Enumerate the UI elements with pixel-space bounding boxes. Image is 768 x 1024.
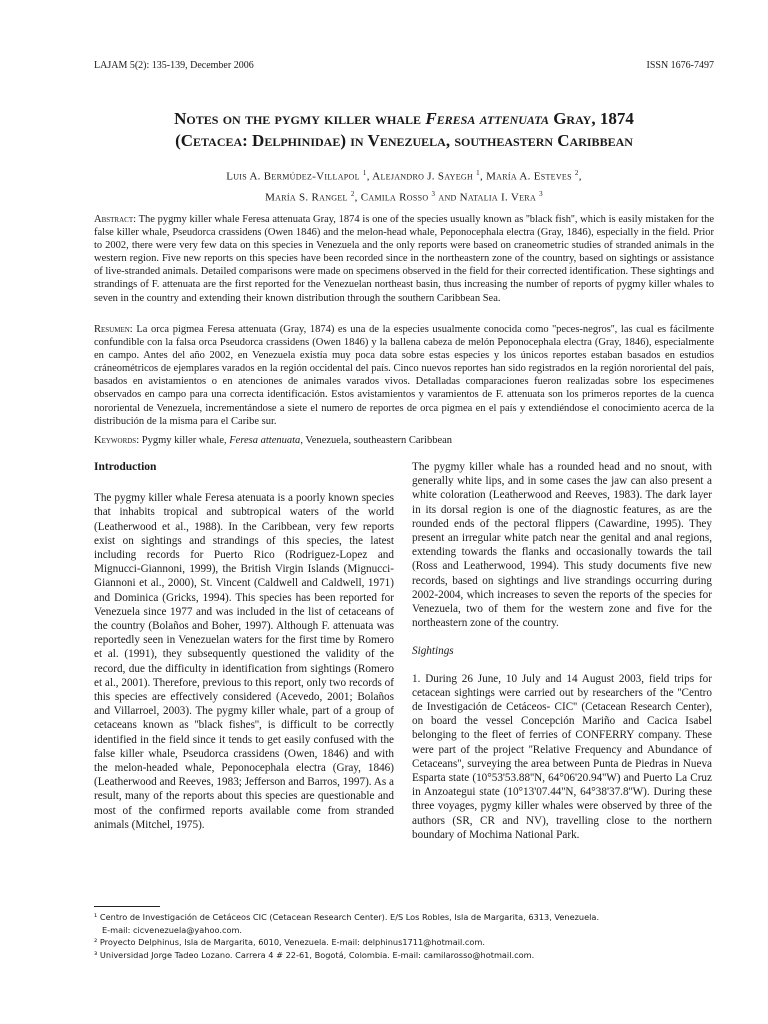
author-affiliation: 3 xyxy=(539,189,543,198)
author-affiliation: 2 xyxy=(574,169,579,177)
author-affiliation: 2 xyxy=(350,189,355,198)
title-line-2: (Cetacea: Delphinidae) in Venezuela, southeastern Caribbean xyxy=(175,131,633,150)
footnote-1-email: E-mail: cicvenezuela@yahoo.com. xyxy=(102,924,243,935)
keywords xyxy=(94,434,714,447)
author-conjunction: and xyxy=(438,191,457,204)
sightings-paragraph: 1. During 26 June, 10 July and 14 August 2003, field trips for cetacean sightings were carried out by researchers of the ''Centro de Investigación de Cetáceos- CIC'' (Cetacean Research Center), on board the vessel Concepción Mariño and Cacica Isabel belonging to the fleet of ferries of CONFERRY company. These were part of the project ''Relative Frequency and Abundance of Cetaceans'', surveying the area between Punta de Piedras in Nueva Esparta state (10°53'53.88''N, 64°06'20.94''W) and Puerto La Cruz in Anzoategui state (10°13'07.44''N, 64°38'37.8''W). During these three voyages, pygmy killer whales were observed by three of the authors (SR, CR and NV), travelling close to the northern boundary of Mochima National Park. xyxy=(412,672,712,841)
keywords-label: Keywords: xyxy=(94,435,140,446)
introduction-paragraph: The pygmy killer whale Feresa atenuata is a poorly known species that inhabits tropical and subtropical waters of the world (Leatherwood et al., 1988). In the Caribbean, very few reports exist on sightings and strandings of this species, the latest including records for Puerto Rico (Rodriguez-Lopez and Mignucci-Giannoni, 1999), the British Virgin Islands (Mignucci-Giannoni et al., 2000), St. Vincent (Caldwell and Caldwell, 1971) and Dominica (Gricks, 1994). This species has been reported for Venezuela since 1977 and was included in the list of cetaceans of the country (Bolaños and Boher, 1997). Although F. attenuata was reportedly seen in Venezuelan waters for the first time by Romero et al. (1991), they subsequently questioned the validity of the record, due the difficulty in identification from sightings (Romero et al., 2001). Therefore, previous to this report, only two records of this species are effectively considered (Acevedo, 2001; Bolaños and Villarroel, 2003). The pygmy killer whale, part of a group of cetaceans known as ''black fishes'', is difficult to be correctly identified in the field since it tends to get easily confused with the false killer whale, Pseudorca crassidens (Owen, 1846) and with the melon-headed whale, Peponocephala electra (Gray, 1846) (Leatherwood and Reeves, 1983; Jefferson and Barros, 1997). As a result, many of the reports about this species are questionable and most of the confirmed reports available come from stranded animals (Mitchel, 1975). xyxy=(94,492,394,831)
issn: ISSN 1676-7497 xyxy=(646,60,714,71)
resumen xyxy=(94,323,714,428)
author-affiliation: 1 xyxy=(362,169,367,177)
right-column xyxy=(412,460,712,842)
resumen-label: Resumen: xyxy=(94,324,133,335)
footnote-1: ¹ Centro de Investigación de Cetáceos CIC (Cetacean Research Center). E/S Los Robles, Isla de Margarita, 6313, Venezuela. xyxy=(94,912,600,922)
keywords-text: , Venezuela, southeastern Caribbean xyxy=(300,435,453,446)
title-species: Feresa attenuata xyxy=(425,109,549,128)
author-name: Luis A. Bermúdez-Villapol xyxy=(226,170,360,183)
title-part: Notes on the pygmy killer whale xyxy=(174,109,426,128)
author-name: María A. Esteves xyxy=(486,170,572,183)
article-title xyxy=(94,108,714,152)
section-heading-introduction: Introduction xyxy=(94,461,157,473)
journal-citation: LAJAM 5(2): 135-139, December 2006 xyxy=(94,60,254,71)
author-name: Camila Rosso xyxy=(360,191,429,204)
footnote-3: ³ Universidad Jorge Tadeo Lozano. Carrera 4 # 22-61, Bogotá, Colombia. E-mail: camilarosso@hotmail.com. xyxy=(94,949,535,960)
authors-line-2: María S. Rangel $^2$, Camila Rosso $^3$ and Natalia I. Vera $^3$ xyxy=(265,189,543,204)
author-name: Natalia I. Vera xyxy=(459,191,537,204)
body-paragraph: The pygmy killer whale has a rounded head and no snout, with generally white lips, and in some cases the jaw can also present a white coloration (Leatherwood and Reeves, 1983). The dark layer in its dorsal region is one of the diagnostic features, as are the rounded ends of the pectoral flippers (Cawardine, 1995). They present an irregular white patch near the genital and anal regions, extending towards the flanks and occasionally towards the tail (Ross and Leatherwood, 1994). This study documents five new records, based on sightings and live strandings occurring during 2002-2004, which increases to seven the reports of the species for Venezuela, two of them for the western zone and five for the northeastern zone of the country. xyxy=(412,461,712,630)
footnote-2: ² Proyecto Delphinus, Isla de Margarita, 6010, Venezuela. E-mail: delphinus1711@hotmail.com. xyxy=(94,937,486,947)
authors-line-1: Luis A. Bermúdez-Villapol $^1$, Alejandro J. Sayegh $^1$, María A. Esteves $^2$, xyxy=(226,169,582,183)
title-part: Gray, 1874 xyxy=(548,109,634,128)
section-heading-sightings: Sightings xyxy=(412,645,454,658)
left-column xyxy=(94,460,394,832)
author-list xyxy=(94,165,714,206)
author-affiliation: 1 xyxy=(476,169,480,177)
footnotes xyxy=(94,911,714,961)
abstract-text: The pygmy killer whale Feresa attenuata Gray, 1874 is one of the species usually known as ''black fish'', which is easily mistaken for the false killer whale, Pseudorca crassidens (Owen 1846) and the melon-head whale, Peponocephala electra (Gray, 1846), especially in the field. Prior to 2002, there were very few data on this species in Venezuela and the only reports were based on craneometric studies of stranded animals in the western region. Five new reports on this species have been recorded since in the northeastern zone of the country, based on sightings or assistance of live-stranded animals. Detailed comparisons were made on specimens observed in the field for their corrected identification. These sightings and strandings of F. attenuata are the first reported for the Venezuelan northeast basin, thus increasing the number of reports of pygmy killer whales to seven in the country and extending their known distribution through the southern Caribbean Sea. xyxy=(94,214,714,304)
abstract-label: Abstract: xyxy=(94,214,137,225)
resumen-text: La orca pigmea Feresa attenuata (Gray, 1874) es una de la especies usualmente conocida como ''peces-negros'', las cual es fácilmente confundible con la falsa orca Pseudorca crassidens (Owen 1846) y la ballena cabeza de melón Peponocephala electra (Gray, 1846), especialmente en campo. Antes del año 2002, en Venezuela existía muy poca data sobre estas especies y los únicos reportes estaban basados en estudios cráneométricos de ejemplares varados en la región occidental del país. Cinco nuevos reportes han sido registrados en la región nororiental del país, basados en avistamientos o en atenciones de animales varados vivos. Detalladas comparaciones fueron realizadas sobre los especimenes observados en campo para una correcta identificación. Estos avistamientos y varamientos de F. attenuata son los primeros reportes de la cuenca nororiental de Venezuela, incrementándose a siete el numero de reportes de orca pigmea en el país y extendiéndose el conocimiento acerca de la distribución de la misma para el Caribe sur. xyxy=(94,324,714,427)
author-name: Alejandro J. Sayegh xyxy=(372,170,474,183)
author-affiliation: 3 xyxy=(431,189,436,198)
keywords-species: Feresa attenuata xyxy=(229,435,301,446)
keywords-text: Pygmy killer whale, xyxy=(139,435,230,446)
running-head xyxy=(94,60,714,71)
author-name: María S. Rangel xyxy=(265,191,348,204)
footnote-divider xyxy=(94,906,160,907)
abstract xyxy=(94,213,714,305)
